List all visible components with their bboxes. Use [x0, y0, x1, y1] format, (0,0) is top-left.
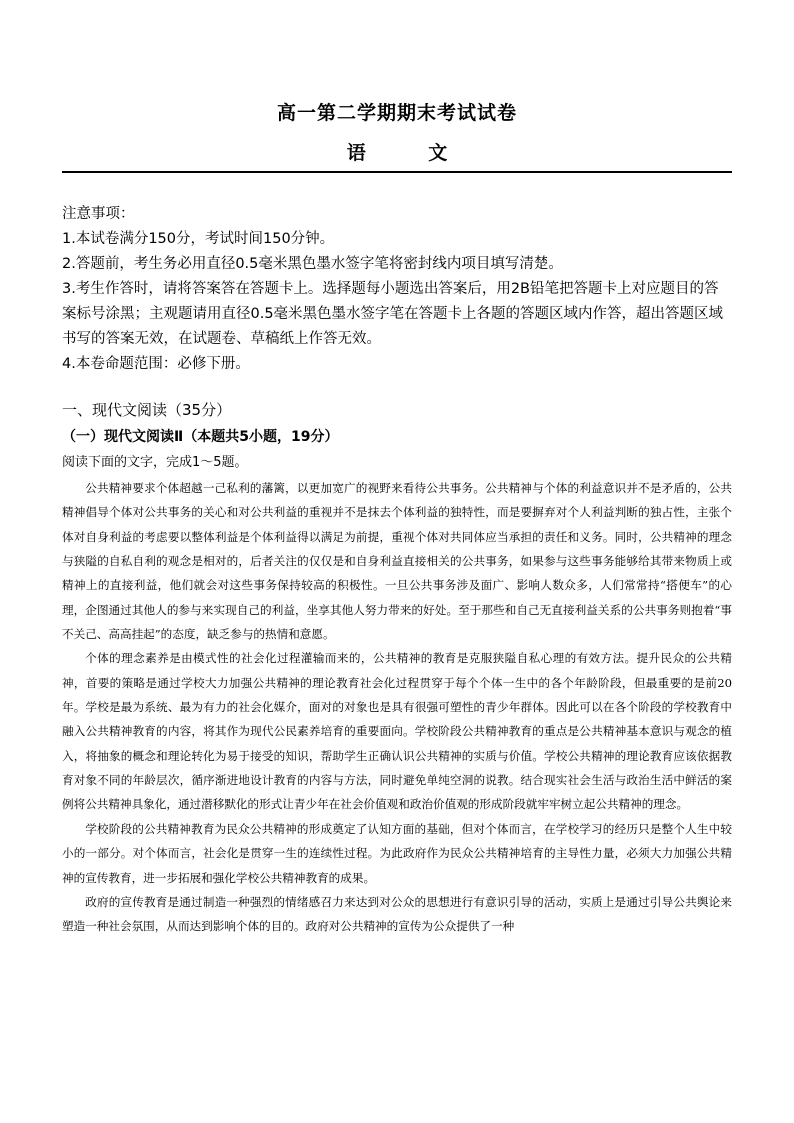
- notice-item-2: 2.答题前，考生务必用直径0.5毫米黑色墨水签字笔将密封线内项目填写清楚。: [62, 256, 563, 272]
- notice-heading: 注意事项：: [62, 206, 135, 222]
- passage-paragraph: 公共精神要求个体超越一己私利的藩篱，以更加宽广的视野来看待公共事务。公共精神与个体的利益意识并不是矛盾的，公共精神倡导个体对公共事务的关心和对公共利益的重视并不是抹去个体利益的独特性，而是要摒弃对个人利益判断的独占性，主张个体对自身利益的考虑要以整体利益是个体利益得以满足为前提，重视个体对共同体应当承担的责任和义务。同时，公共精神的理念与狭隘的自私自利的观念是相对的，后者关注的仅仅是和自身利益直接相关的公共事务，如果参与这些事务能够给其带来物质上或精神上的直接利益，他们就会对这些事务保持较高的积极性。一旦公共事务涉及面广、影响人数众多，人们常常持“搭便车”的心理，企图通过其他人的参与来实现自己的利益，坐享其他人努力带来的好处。至于那些和自己无直接利益关系的公共事务则抱着“事不关己、高高挂起”的态度，缺乏参与的热情和意愿。: [62, 481, 732, 642]
- notice-item-3: 3.考生作答时，请将答案答在答题卡上。选择题每小题选出答案后，用2B铅笔把答题卡上对应题目的答案标号涂黑；主观题请用直径0.5毫米黑色墨水签字笔在答题卡上各题的答题区域内作答，超出答题区域书写的答案无效，在试题卷、草稿纸上作答无效。: [62, 281, 724, 347]
- reading-instruction: 阅读下面的文字，完成1～5题。: [62, 455, 248, 470]
- passage-paragraph: 个体的理念素养是由模式性的社会化过程灌输而来的，公共精神的教育是克服狭隘自私心理的有效方法。提升民众的公共精神，首要的策略是通过学校大力加强公共精神的理论教育社会化过程贯穿于每个个体一生中的各个年龄阶段，但最重要的是前20年。学校是最为系统、最为有力的社会化媒介，面对的对象也是具有很强可塑性的青少年群体。因此可以在各个阶段的学校教育中融入公共精神教育的内容，将其作为现代公民素养培育的重要面向。学校阶段公共精神教育的重点是公共精神基本意识与观念的植入，将抽象的概念和理论转化为易于接受的知识，帮助学生正确认识公共精神的实质与价值。学校公共精神的理论教育应该依据教育对象不同的年龄层次，循序渐进地设计教育的内容与方法，同时避免单纯空洞的说教。结合现实社会生活与政治生活中鲜活的案例将公共精神具象化，通过潜移默化的形式让青少年在社会价值观和政治价值观的形成阶段就牢牢树立起公共精神的理念。: [62, 651, 732, 812]
- notice-item-4: 4.本卷命题范围：必修下册。: [62, 356, 250, 372]
- subject-title: 语 文: [346, 142, 476, 164]
- header-divider: [62, 171, 732, 173]
- exam-title: 高一第二学期期末考试试卷: [276, 102, 517, 124]
- notice-block: [62, 202, 732, 377]
- part-title: 一、现代文阅读（35分）: [62, 401, 232, 419]
- passage-paragraph: 政府的宣传教育是通过制造一种强烈的情绪感召力来达到对公众的思想进行有意识引导的活动，实质上是通过引导公共舆论来塑造一种社会氛围，从而达到影响个体的目的。政府对公共精神的宣传为公众提供了一种: [62, 894, 732, 934]
- notice-item-1: 1.本试卷满分150分，考试时间150分钟。: [62, 231, 335, 247]
- sub-section-title: （一）现代文阅读Ⅱ（本题共5小题，19分）: [62, 429, 339, 445]
- reading-passage: [62, 476, 732, 939]
- passage-paragraph: 学校阶段的公共精神教育为民众公共精神的形成奠定了认知方面的基础，但对个体而言，在学校学习的经历只是整个人生中较小的一部分。对个体而言，社会化是贯穿一生的连续性过程。为此政府作为民众公共精神培育的主导性力量，必须大力加强公共精神的宣传教育，进一步拓展和强化学校公共精神教育的成果。: [62, 821, 732, 885]
